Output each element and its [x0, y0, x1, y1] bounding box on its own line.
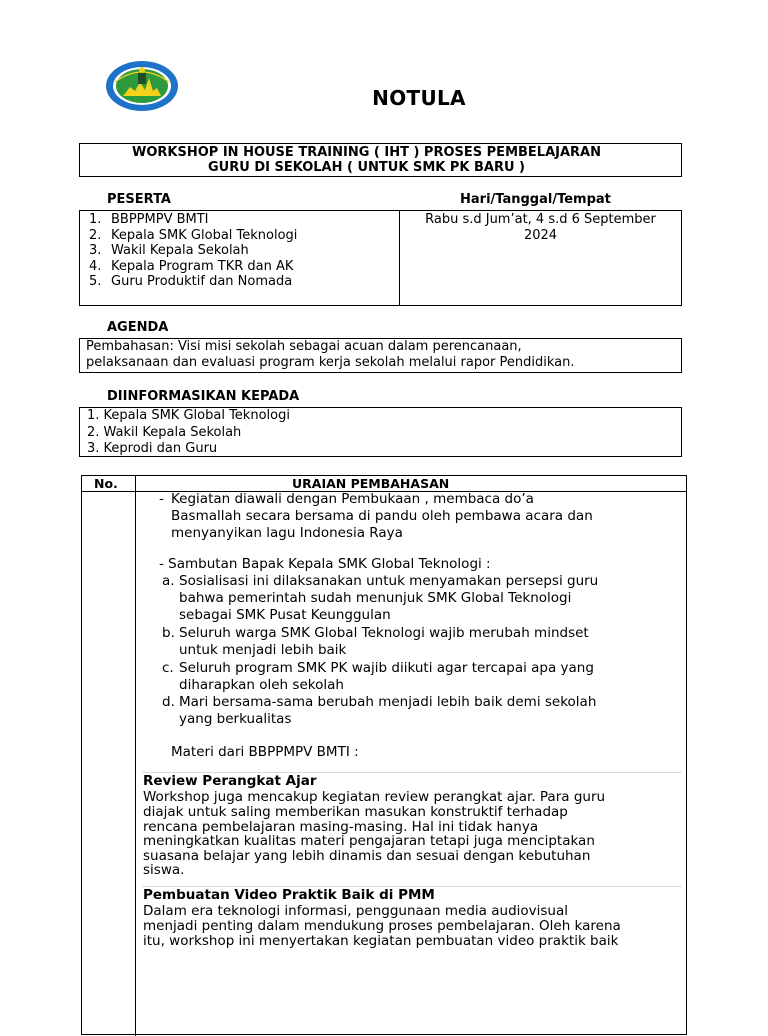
point-c-line1: Seluruh program SMK PK wajib diikuti agar tercapai apa yang — [179, 660, 594, 676]
video-line3: itu, workshop ini menyertakan kegiatan pembuatan video praktik baik — [143, 933, 619, 949]
point-b-line1: Seluruh warga SMK Global Teknologi wajib merubah mindset — [179, 625, 589, 641]
agenda-box — [79, 338, 682, 373]
point-a-line2: bahwa pemerintah sudah menunjuk SMK Global Teknologi — [179, 590, 572, 606]
agenda-line1: Pembahasan: Visi misi sekolah sebagai acuan dalam perencanaan, — [86, 339, 522, 354]
tanggal-value: Rabu s.d Jum’at, 4 s.d 6 September 2024 — [425, 212, 656, 243]
list-item: 3. Keprodi dan Guru — [87, 441, 218, 456]
informasi-label: DIINFORMASIKAN KEPADA — [107, 389, 300, 404]
list-item: 3. Wakil Kepala Sekolah — [89, 243, 249, 258]
kegiatan-line3: menyanyikan lagu Indonesia Raya — [171, 525, 403, 541]
point-c-marker: c. — [162, 660, 174, 676]
column-divider — [135, 476, 136, 1036]
review-heading: Review Perangkat Ajar — [143, 773, 317, 789]
video-heading: Pembuatan Video Praktik Baik di PMM — [143, 887, 435, 903]
review-line1: Workshop juga mencakup kegiatan review perangkat ajar. Para guru — [143, 789, 606, 805]
kegiatan-line2: Basmallah secara bersama di pandu oleh pembawa acara dan — [171, 508, 593, 524]
list-item: 4. Kepala Program TKR dan AK — [89, 258, 294, 274]
point-d-marker: d. — [162, 694, 175, 710]
materi-text: Materi dari BBPPMPV BMTI : — [171, 744, 359, 760]
point-a-line3: sebagai SMK Pusat Keunggulan — [179, 607, 391, 623]
list-item: 1. Kepala SMK Global Teknologi — [87, 408, 290, 423]
video-line1: Dalam era teknologi informasi, penggunaan media audiovisual — [143, 903, 569, 919]
list-item: 5. Guru Produktif dan Nomada — [89, 274, 293, 289]
workshop-title-box — [79, 143, 682, 177]
review-line2: diajak untuk saling memberikan masukan konstruktif terhadap — [143, 804, 568, 820]
review-line3: rencana pembelajaran masing-masing. Hal ini tidak hanya — [143, 819, 539, 835]
informasi-box — [79, 407, 682, 457]
point-b-line2: untuk menjadi lebih baik — [179, 642, 347, 658]
point-c-line2: diharapkan oleh sekolah — [179, 677, 344, 693]
point-a-marker: a. — [162, 573, 175, 589]
peserta-list — [80, 211, 400, 305]
point-d-line2: yang berkualitas — [179, 711, 292, 727]
kegiatan-line1: Kegiatan diawali dengan Pembukaan , membaca do’a — [171, 491, 534, 507]
agenda-label: AGENDA — [107, 320, 169, 335]
uraian-table — [81, 475, 687, 1035]
uraian-header — [82, 476, 686, 492]
col-no-header: No. — [94, 476, 118, 491]
sambutan-text: - Sambutan Bapak Kepala SMK Global Teknologi : — [159, 556, 491, 572]
peserta-box — [79, 210, 682, 306]
peserta-label: PESERTA — [107, 192, 171, 207]
point-b-marker: b. — [162, 625, 175, 641]
point-a-line1: Sosialisasi ini dilaksanakan untuk menyamakan persepsi guru — [179, 573, 599, 589]
page-title: NOTULA — [372, 86, 466, 110]
list-item: 2. Wakil Kepala Sekolah — [87, 424, 242, 440]
tanggal-label: Hari/Tanggal/Tempat — [460, 192, 611, 207]
kegiatan-dash: - — [159, 491, 164, 507]
list-item: 1. BBPPMPV BMTI — [89, 212, 209, 227]
video-line2: menjadi penting dalam mendukung proses pembelajaran. Oleh karena — [143, 918, 621, 934]
review-line5: suasana belajar yang lebih dinamis dan sesuai dengan kebutuhan — [143, 848, 591, 864]
review-line4: meningkatkan kualitas materi pengajaran tetapi juga menciptakan — [143, 833, 595, 849]
agenda-line2: pelaksanaan dan evaluasi program kerja sekolah melalui rapor Pendidikan. — [86, 355, 575, 370]
workshop-title-line2: GURU DI SEKOLAH ( UNTUK SMK PK BARU ) — [208, 160, 525, 175]
workshop-title-line1: WORKSHOP IN HOUSE TRAINING ( IHT ) PROSES PEMBELAJARAN — [132, 145, 601, 160]
point-d-line1: Mari bersama-sama berubah menjadi lebih baik demi sekolah — [179, 694, 597, 710]
list-item: 2. Kepala SMK Global Teknologi — [89, 227, 298, 243]
review-line6: siswa. — [143, 862, 185, 878]
col-uraian-header: URAIAN PEMBAHASAN — [292, 476, 450, 491]
